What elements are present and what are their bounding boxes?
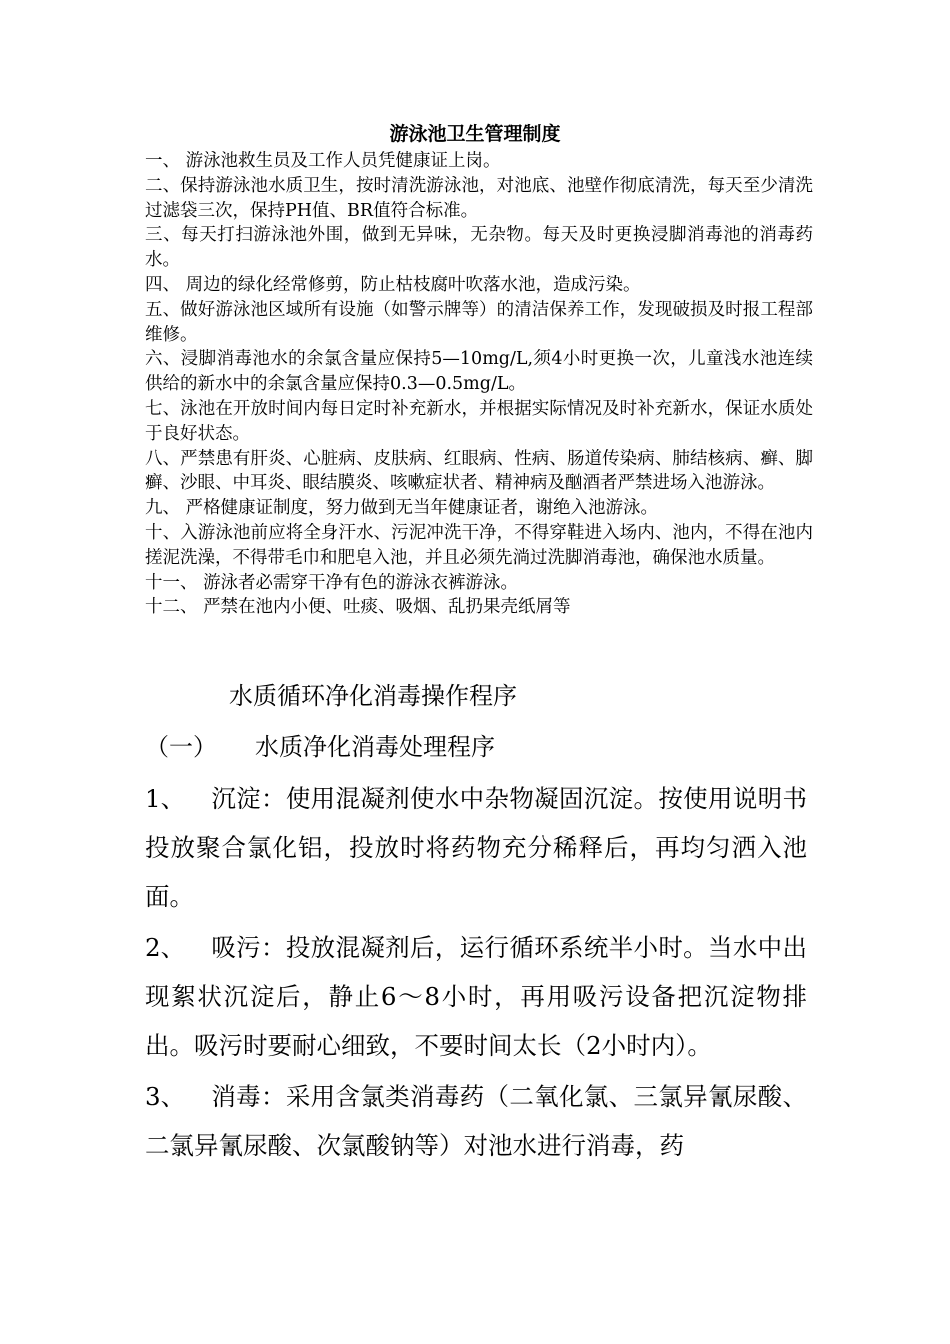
subheading-text: 水质净化消毒处理程序 [255, 733, 495, 761]
rule-item: 五、做好游泳池区域所有设施（如警示牌等）的清洁保养工作，发现破损及时报工程部维修。 [145, 299, 813, 345]
steps-list [145, 774, 807, 1172]
rule-item: 十一、 游泳者必需穿干净有色的游泳衣裤游泳。 [145, 572, 519, 593]
rule-item: 十二、 严禁在池内小便、吐痰、吸烟、乱扔果壳纸屑等 [145, 597, 571, 618]
rule-item: 八、严禁患有肝炎、心脏病、皮肤病、红眼病、性病、肠道传染病、肺结核病、癣、脚癣、沙眼、中耳炎、眼结膜炎、咳嗽症状者、精神病及酗酒者严禁进场入池游泳。 [145, 448, 813, 494]
subheading [145, 730, 495, 764]
rule-item: 十、入游泳池前应将全身汗水、污泥冲洗干净，不得穿鞋进入场内、池内，不得在池内搓泥洗澡，不得带毛巾和肥皂入池，并且必须先淌过洗脚消毒池，确保池水质量。 [145, 522, 813, 568]
step-text: 吸污：投放混凝剂后，运行循环系统半小时。当水中出现絮状沉淀后，静止6～8小时，再用吸污设备把沉淀物排出。吸污时要耐心细致，不要时间太长（2小时内）。 [145, 933, 807, 1060]
section-heading: 水质循环净化消毒操作程序 [229, 682, 517, 710]
rule-item: 四、 周边的绿化经常修剪，防止枯枝腐叶吹落水池，造成污染。 [145, 274, 641, 295]
document-title: 游泳池卫生管理制度 [389, 123, 561, 145]
step-number: 2、 [145, 933, 186, 962]
step-text: 沉淀：使用混凝剂使水中杂物凝固沉淀。按使用说明书投放聚合氯化铝，投放时将药物充分稀释后，再均匀洒入池面。 [145, 784, 807, 911]
rule-item: 九、 严格健康证制度，努力做到无当年健康证者，谢绝入池游泳。 [145, 498, 659, 519]
subheading-number: （一） [145, 733, 217, 761]
rule-item: 一、 游泳池救生员及工作人员凭健康证上岗。 [145, 151, 501, 171]
step-item [145, 1072, 807, 1170]
rule-item: 七、泳池在开放时间内每日定时补充新水，并根据实际情况及时补充新水，保证水质处于良好状态。 [145, 398, 813, 444]
rule-item: 三、每天打扫游泳池外围，做到无异味，无杂物。每天及时更换浸脚消毒池的消毒药水。 [145, 225, 813, 271]
step-item [145, 774, 807, 921]
rules-list [145, 149, 813, 620]
rule-item: 二、保持游泳池水质卫生，按时清洗游泳池，对池底、池壁作彻底清洗，每天至少清洗过滤袋三次，保持PH值、BR值符合标准。 [145, 175, 813, 221]
step-item [145, 923, 807, 1070]
step-number: 1、 [145, 784, 186, 813]
step-text: 消毒：采用含氯类消毒药（二氧化氯、三氯异氰尿酸、二氯异氰尿酸、次氯酸钠等）对池水进行消毒，药 [145, 1082, 807, 1160]
rule-item: 六、浸脚消毒池水的余氯含量应保持5—10mg/L,须4小时更换一次，儿童浅水池连续供给的新水中的余氯含量应保持0.3—0.5mg/L。 [145, 349, 813, 395]
step-number: 3、 [145, 1082, 186, 1111]
